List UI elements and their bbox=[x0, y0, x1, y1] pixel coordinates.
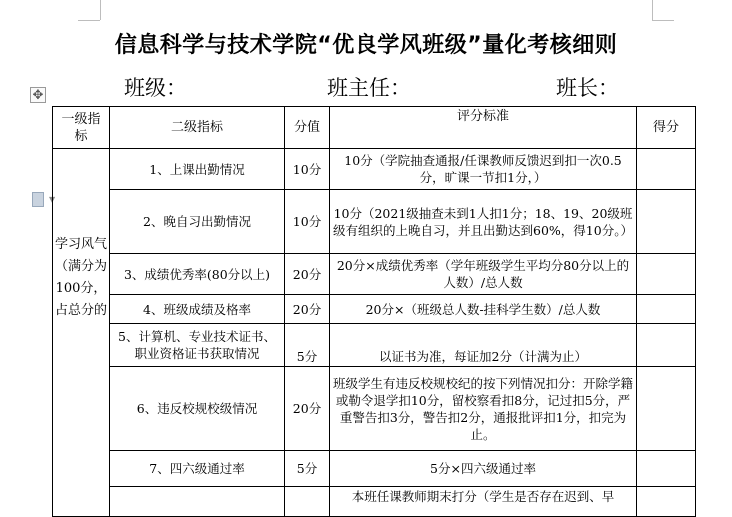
page-corner-mark-left-h bbox=[78, 20, 100, 21]
table-row bbox=[53, 295, 696, 324]
criteria-cell: 10分（学院抽查通报/任课教师反馈迟到扣一次0.5分，旷课一节扣1分，） bbox=[330, 149, 637, 190]
criteria-cell: 本班任课教师期末打分（学生是否存在迟到、早 bbox=[330, 487, 637, 517]
col-header-score: 分值 bbox=[285, 107, 330, 149]
criteria-cell: 班级学生有违反校规校纪的按下列情况扣分：开除学籍或勒令退学扣10分，留校察看扣8分，记过扣5分，严重警告扣3分，警告扣2分，通报批评扣1分，扣完为止。 bbox=[330, 367, 637, 451]
table-row bbox=[53, 254, 696, 295]
head-teacher-label: 班主任： bbox=[327, 76, 411, 100]
table-row bbox=[53, 487, 696, 517]
criteria-cell: 10分（2021级抽查未到1人扣1分；18、19、20级班级有组织的上晚自习，并且出勤达到60%，得10分。） bbox=[330, 190, 637, 254]
score-cell: 20分 bbox=[285, 367, 330, 451]
points-cell[interactable] bbox=[637, 190, 696, 254]
page-corner-mark-right-h bbox=[652, 20, 674, 21]
score-cell: 5分 bbox=[285, 451, 330, 487]
document-title: 信息科学与技术学院“优良学风班级”量化考核细则 bbox=[114, 33, 618, 58]
table-header-row bbox=[53, 107, 696, 149]
col-header-level2: 二级指标 bbox=[110, 107, 285, 149]
points-cell[interactable] bbox=[637, 487, 696, 517]
points-cell[interactable] bbox=[637, 367, 696, 451]
document-icon[interactable] bbox=[32, 192, 44, 207]
table-row bbox=[53, 149, 696, 190]
score-cell: 10分 bbox=[285, 190, 330, 254]
col-header-criteria: 评分标准 bbox=[330, 107, 637, 149]
table-row bbox=[53, 324, 696, 367]
chevron-down-icon[interactable]: ▼ bbox=[49, 195, 56, 204]
points-cell[interactable] bbox=[637, 254, 696, 295]
score-cell: 20分 bbox=[285, 295, 330, 324]
assessment-table bbox=[52, 106, 696, 517]
item-cell bbox=[110, 487, 285, 517]
item-cell: 4、班级成绩及格率 bbox=[110, 295, 285, 324]
item-cell: 6、违反校规校级情况 bbox=[110, 367, 285, 451]
points-cell[interactable] bbox=[637, 324, 696, 367]
table-row bbox=[53, 190, 696, 254]
score-cell: 20分 bbox=[285, 254, 330, 295]
page-corner-mark-left bbox=[100, 0, 101, 20]
page-corner-mark-right bbox=[652, 0, 653, 20]
points-cell[interactable] bbox=[637, 149, 696, 190]
table-row bbox=[53, 451, 696, 487]
level1-indicator-cell: 学习风气（满分为100分，占总分的 bbox=[53, 149, 110, 517]
item-cell: 3、成绩优秀率(80分以上) bbox=[110, 254, 285, 295]
class-label: 班级： bbox=[124, 76, 187, 100]
monitor-label: 班长： bbox=[556, 76, 619, 100]
criteria-cell: 20分×（班级总人数-挂科学生数）/总人数 bbox=[330, 295, 637, 324]
item-cell: 7、四六级通过率 bbox=[110, 451, 285, 487]
item-cell: 5、计算机、专业技术证书、职业资格证书获取情况 bbox=[110, 324, 285, 367]
score-cell bbox=[285, 487, 330, 517]
item-cell: 1、上课出勤情况 bbox=[110, 149, 285, 190]
criteria-cell: 20分×成绩优秀率（学年班级学生平均分80分以上的人数）/总人数 bbox=[330, 254, 637, 295]
table-row bbox=[53, 367, 696, 451]
points-cell[interactable] bbox=[637, 451, 696, 487]
col-header-level1: 一级指标 bbox=[53, 107, 110, 149]
move-handle-icon[interactable]: ✥ bbox=[30, 87, 46, 103]
points-cell[interactable] bbox=[637, 295, 696, 324]
score-cell: 10分 bbox=[285, 149, 330, 190]
criteria-cell: 以证书为准，每证加2分（计满为止） bbox=[330, 324, 637, 367]
item-cell: 2、晚自习出勤情况 bbox=[110, 190, 285, 254]
score-cell: 5分 bbox=[285, 324, 330, 367]
col-header-points: 得分 bbox=[637, 107, 696, 149]
criteria-cell: 5分×四六级通过率 bbox=[330, 451, 637, 487]
